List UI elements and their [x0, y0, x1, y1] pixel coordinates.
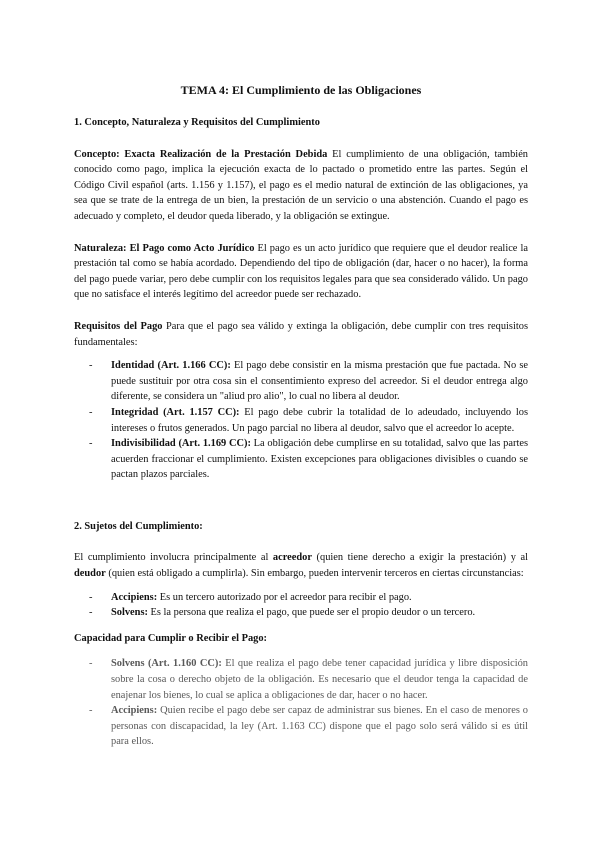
intro-text: (quien está obligado a cumplirla). Sin embargo, pueden intervenir terceros en ciertas circunstancias: [105, 568, 524, 580]
list-item [74, 703, 528, 750]
list-item [74, 605, 528, 621]
deudor-term: deudor [74, 568, 106, 580]
acreedor-term: acreedor [272, 552, 312, 564]
concepto-paragraph [74, 147, 528, 225]
requisito-text: El pago debe consistir en la misma prestación que fue pactada. No se puede sustituir por otra cosa sin el consentimiento expreso del acreedor. Si el deudor entrega algo diferente, se considera un "aliud pro alio", lo cual no libera al deudor. [111, 360, 529, 403]
sujetos-intro-paragraph [74, 550, 528, 581]
requisitos-paragraph [74, 319, 528, 350]
concepto-text: El cumplimiento de una obligación, también conocido como pago, implica la ejecución exacta de lo pactado o prometido entre las partes. Según el Código Civil español (arts. 1.156 y 1.157), el pago es el medio natural de extinción de las obligaciones, ya sea que se trate de la entrega de un bien, la prestación de un servicio o una abstención. Cuando el pago es adecuado y completo, el deudor queda liberado, y la obligación se extingue. [74, 148, 529, 222]
section-1-heading: 1. Concepto, Naturaleza y Requisitos del Cumplimiento [74, 117, 320, 128]
naturaleza-lead: Naturaleza: El Pago como Acto Jurídico [74, 242, 255, 254]
requisito-text: El pago debe cubrir la totalidad de lo adeudado, incluyendo los intereses o frutos generados. Un pago parcial no libera al deudor, salvo que el acreedor lo acepte. [111, 406, 528, 434]
sujeto-text: Es un tercero autorizado por el acreedor para recibir el pago. [157, 591, 412, 603]
capacidad-label: Solvens (Art. 1.160 CC): [111, 658, 222, 670]
capacidad-label: Accipiens: [111, 705, 158, 717]
sujeto-label: Solvens: [111, 607, 148, 619]
capacidad-list [74, 656, 528, 750]
list-item [74, 405, 528, 436]
document-title: TEMA 4: El Cumplimiento de las Obligaciones [180, 83, 422, 97]
intro-text: (quien tiene derecho a exigir la prestación) y al [311, 552, 528, 564]
sujeto-text: Es la persona que realiza el pago, que puede ser el propio deudor o un tercero. [147, 607, 476, 619]
requisitos-text: Para que el pago sea válido y extinga la obligación, debe cumplir con tres requisitos fundamentales: [74, 320, 528, 348]
list-item [74, 436, 528, 483]
requisito-label: Identidad (Art. 1.166 CC): [111, 360, 231, 372]
capacidad-text: El que realiza el pago debe tener capacidad jurídica y libre disposición sobre la cosa o derecho objeto de la obligación. Es necesario que el deudor tenga la capacidad de enajenar los bienes, lo cual se aplica a obligaciones de dar, hacer o no hacer. [111, 658, 528, 701]
sujetos-list [74, 590, 528, 621]
sujeto-label: Accipiens: [111, 591, 158, 603]
list-item [74, 358, 528, 405]
requisito-label: Integridad (Art. 1.157 CC): [111, 406, 240, 418]
requisito-label: Indivisibilidad (Art. 1.169 CC): [111, 438, 251, 450]
concepto-lead: Concepto: Exacta Realización de la Prestación Debida [74, 148, 328, 160]
naturaleza-paragraph [74, 241, 528, 303]
capacidad-text: Quien recibe el pago debe ser capaz de administrar sus bienes. En el caso de menores o personas con discapacidad, la ley (Art. 1.163 CC) dispone que el pago solo será válido si es útil para ellos. [111, 705, 528, 748]
section-2-heading: 2. Sujetos del Cumplimiento: [74, 520, 203, 532]
requisitos-lead: Requisitos del Pago [74, 320, 163, 332]
requisito-text: La obligación debe cumplirse en su totalidad, salvo que las partes acuerden fraccionar el cumplimiento. Existen excepciones para obligaciones divisibles o cuando se pactan plazos parciales. [111, 438, 528, 481]
intro-text: El cumplimiento involucra principalmente al [74, 552, 273, 564]
requisitos-list [74, 358, 528, 483]
list-item [74, 590, 528, 606]
capacidad-heading: Capacidad para Cumplir o Recibir el Pago: [74, 632, 267, 644]
section-spacer [74, 483, 528, 513]
naturaleza-text: El pago es un acto jurídico que requiere que el deudor realice la prestación tal como se había acordado. Dependiendo del tipo de obligación (dar, hacer o no hacer), la forma del pago puede variar, pero debe cumplir con los requisitos legales para que sea considerado válido. Un pago que no satisface el interés legítimo del acreedor puede ser rechazado. [74, 242, 528, 301]
list-item [74, 656, 528, 703]
